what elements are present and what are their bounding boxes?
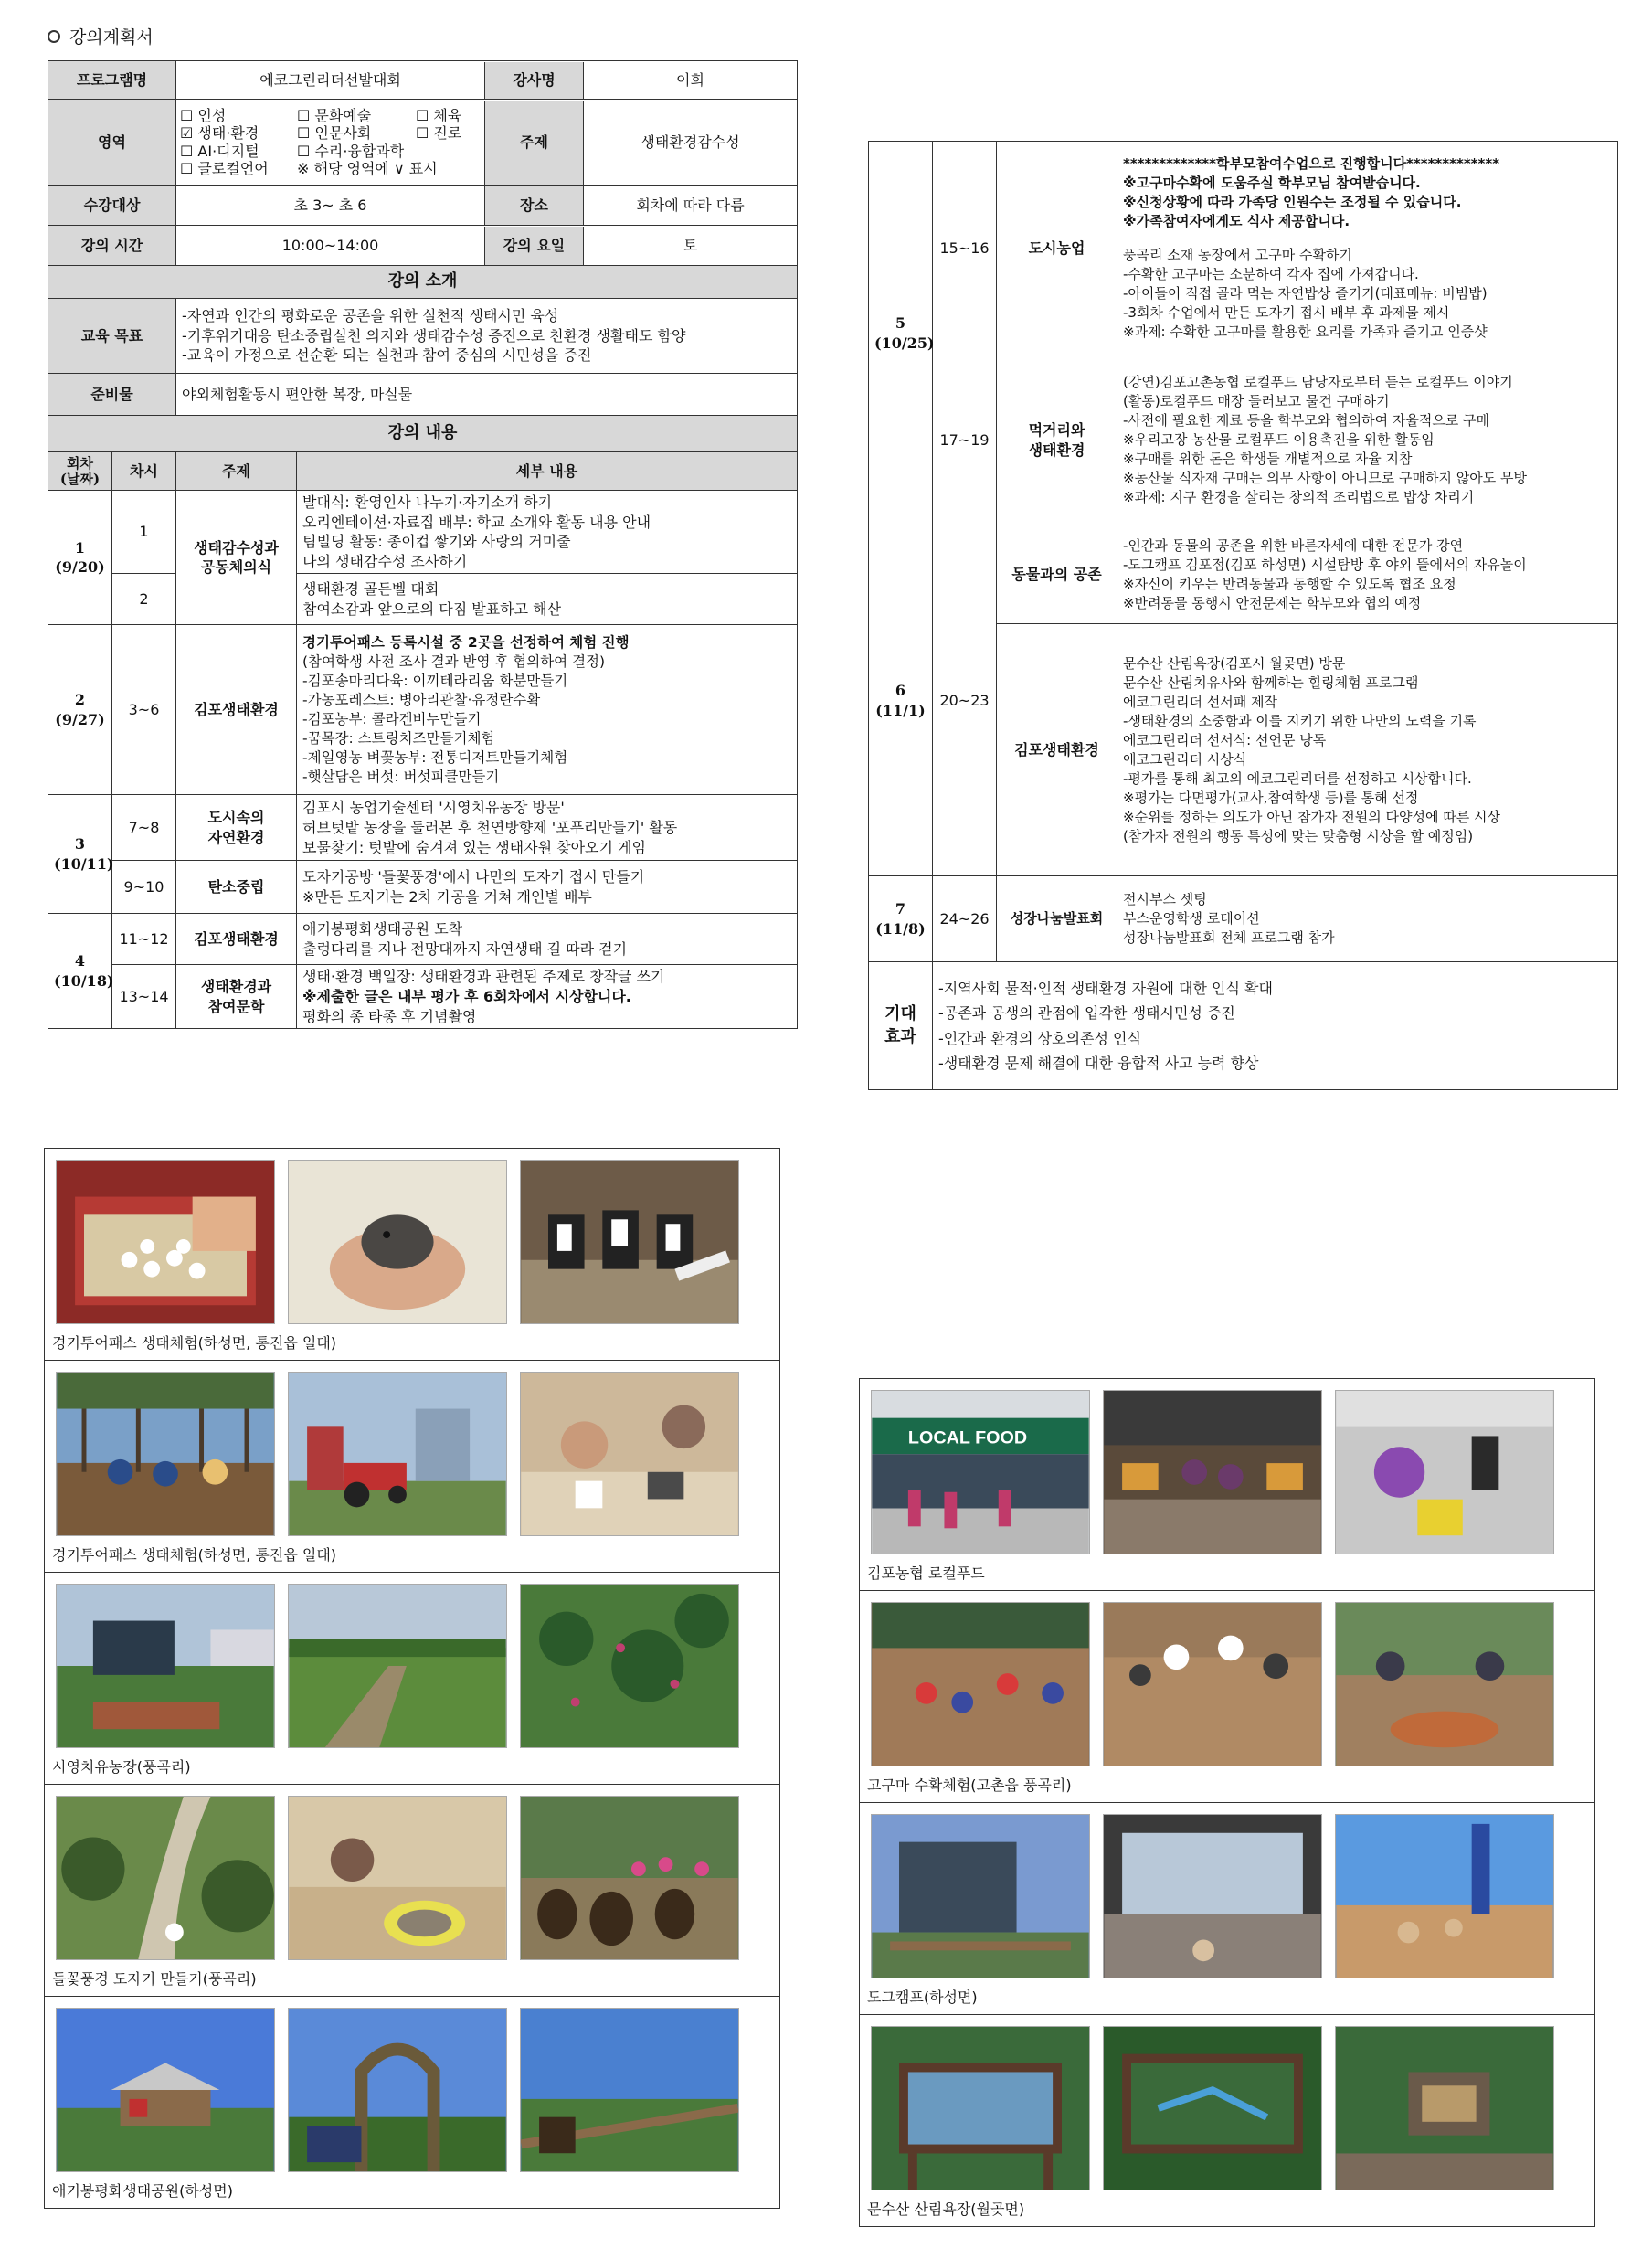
place-label: 장소 [485, 186, 584, 225]
detail-10: -인간과 동물의 공존을 위한 바른자세에 대한 전문가 강연 -도그캠프 김포점(김포 하성면) 시설탐방 후 야외 뜰에서의 자유놀이 ※자신이 키우는 반려동물과 동행할 수 있도록 협조 요청 ※반려동물 동행시 안전문제는 학부모와 협의 예정 [1117, 525, 1618, 624]
detail-6: 애기봉평화생태공원 도착 출렁다리를 지나 전망대까지 자연생태 길 따라 걷기 [297, 914, 798, 965]
time-label: 강의 시간 [48, 226, 176, 266]
detail-5: 도자기공방 '들꽃풍경'에서 나만의 도자기 접시 만들기 ※만든 도자기는 2차 가공을 거쳐 개인별 배부 [297, 861, 798, 914]
photo-kids-forest [56, 1372, 275, 1536]
target-label: 수강대상 [48, 186, 176, 226]
gallery-row [860, 1379, 1594, 1591]
order-11-12: 11~12 [112, 914, 176, 965]
photo-gallery-right [859, 1378, 1595, 2227]
area-check[interactable]: ☐ 문화예술 [297, 107, 372, 125]
detail-11: 문수산 산림욕장(김포시 월곶면) 방문 문수산 산림치유사와 함께하는 힐링체험 프로그램 에코그린리더 선서패 제작 -생태환경의 소중함과 이를 지키기 위한 나만의 노력을 기록 에코그린리더 선서식: 선언문 낭독 에코그린리더 시상식 -평가를 통해 최고의 에코그린리더를 선정하고 시상합니다. ※평가는 다면평가(교사,참여학생 등)를 통해 선정 ※순위를 정하는 의도가 아닌 참가자 전원의 다양성에 따른 시상 (참가자 전원의 행동 특성에 맞는 맞춤형 시상을 할 예정임) [1117, 624, 1618, 876]
topic-6: 생태환경과 참여문학 [176, 965, 297, 1029]
detail-9: (강연)김포고촌농협 로컬푸드 담당자로부터 듣는 로컬푸드 이야기 (활동)로컬푸드 매장 둘러보고 물건 구매하기 -사전에 필요한 재료 등을 학부모와 협의하여 자율적으로 구매 ※우리고장 농산물 로컬푸드 이용촉진을 위한 활동임 ※구매를 위한 돈은 학생들 개별적으로 자율 지참 ※농산물 식자재 구매는 의무 사항이 아니므로 구매하지 않아도 무방 ※과제: 지구 환경을 살리는 창의적 조리법으로 밥상 차리기 [1117, 355, 1618, 525]
photo-forest-shelter [1335, 2026, 1554, 2190]
photo-dog-camp-interior [1103, 1814, 1322, 1978]
gallery-row [45, 1785, 779, 1997]
document-title: 강의계획서 [48, 24, 154, 48]
topic-8: 먹거리와 생태환경 [997, 355, 1117, 525]
photo-dog-camp-building [871, 1814, 1090, 1978]
area-check[interactable]: ☐ 진로 [416, 124, 462, 143]
area-check[interactable]: ☑ 생태·환경 [180, 124, 259, 143]
area-note: ※ 해당 영역에 ∨ 표시 [297, 159, 438, 177]
session-3: 3 (10/11) [48, 795, 112, 914]
photo-tractor [288, 1372, 507, 1536]
order-20-23: 20~23 [933, 525, 997, 876]
detail-12: 전시부스 셋팅 부스운영학생 로테이션 성장나눔발표회 전체 프로그램 참가 [1117, 876, 1618, 962]
session-2: 2 (9/27) [48, 625, 112, 795]
bullet-circle-icon [48, 30, 60, 43]
order-13-14: 13~14 [112, 965, 176, 1029]
topic-5: 김포생태환경 [176, 914, 297, 965]
photo-store-interior [1103, 1390, 1322, 1554]
topic-1: 생태감수성과 공동체의식 [176, 491, 297, 625]
target-value: 초 3~ 초 6 [176, 186, 485, 225]
goal-list: -자연과 인간의 평화로운 공존을 위한 실천적 생태시민 육성 -기후위기대응 탄소중립실천 의지와 생태감수성 증진으로 친환경 생활태도 함양 -교육이 가정으로 선순환 되는 실천과 참여 중심의 시민성을 증진 [176, 299, 798, 374]
order-7-8: 7~8 [112, 795, 176, 861]
order-2: 2 [112, 574, 176, 625]
photo-digging [1103, 1602, 1322, 1766]
gallery-row [45, 1149, 779, 1361]
prep-label: 준비물 [48, 374, 176, 416]
area-check[interactable]: ☐ 체육 [416, 107, 462, 125]
detail-3: 경기투어패스 등록시설 중 2곳을 선정하여 체험 진행 (참여학생 사전 조사 결과 반영 후 협의하여 결정) -김포송마리다육: 이끼테라리움 화분만들기 -가농포레스트: 병아리관찰·유정란수확 -김포농부: 콜라겐비누만들기 -꿈목장: 스트링치즈만들기체험 -제일영농 벼꽃농부: 전통디저트만들기체험 -햇살담은 버섯: 버섯피클만들기 [297, 625, 798, 795]
col-session: 회차 (날짜) [48, 452, 112, 491]
area-label: 영역 [48, 100, 176, 186]
gallery-row [860, 2015, 1594, 2226]
photo-caption: 들꽃풍경 도자기 만들기(풍곡리) [45, 1964, 779, 1997]
session-4: 4 (10/18) [48, 914, 112, 1029]
topic-4: 탄소중립 [176, 861, 297, 914]
photo-caption: 애기봉평화생태공원(하성면) [52, 2182, 233, 2200]
subject-label: 주제 [485, 101, 584, 185]
lecture-plan-table-continued [868, 141, 1618, 1090]
prep-value: 야외체험활동시 편안한 복장, 마실물 [176, 374, 798, 416]
topic-9: 동물과의 공존 [997, 525, 1117, 624]
area-check[interactable]: ☐ 인성 [180, 107, 227, 125]
photo-sweet-potato-field [871, 1602, 1090, 1766]
order-15-16: 15~16 [933, 142, 997, 355]
order-1: 1 [112, 491, 176, 574]
photo-gallery-left [44, 1148, 780, 2209]
photo-field [288, 1584, 507, 1748]
topic-3: 도시속의 자연환경 [176, 795, 297, 861]
order-9-10: 9~10 [112, 861, 176, 914]
photo-harvest [1335, 1602, 1554, 1766]
gallery-row [45, 1361, 779, 1573]
content-section-header: 강의 내용 [48, 416, 798, 452]
photo-garden [56, 1796, 275, 1960]
order-17-19: 17~19 [933, 355, 997, 525]
detail-8: *************학부모참여수업으로 진행합니다************* ※고구마수확에 도움주실 학부모님 참여받습니다. ※신청상황에 따라 가족당 인원수는 조정될 수 있습니다. ※가족참여자에게도 식사 제공합니다. 풍곡리 소재 농장에서 고구마 수확하기 -수확한 고구마는 소분하여 각자 집에 가져갑니다. -아이들이 직접 골라 먹는 자연밥상 즐기기(대표메뉴: 비빔밥) -3회차 수업에서 만든 도자기 접시 배부 후 과제물 제시 ※과제: 수확한 고구마를 활용한 요리를 가족과 즐기고 인증샷 [1117, 142, 1618, 355]
photo-egg-box [56, 1160, 275, 1324]
photo-caption: 고구마 수확체험(고촌읍 풍곡리) [860, 1770, 1594, 1803]
photo-store-shopping [1335, 1390, 1554, 1554]
gallery-row [860, 1803, 1594, 2015]
gallery-row [45, 1997, 779, 2208]
order-3-6: 3~6 [112, 625, 176, 795]
area-check[interactable]: ☐ AI·디지털 [180, 142, 259, 160]
intro-section-header: 강의 소개 [48, 266, 798, 299]
time-value: 10:00~14:00 [176, 227, 485, 265]
lecture-plan-table [48, 60, 798, 1029]
photo-calves [520, 1160, 739, 1324]
subject-value: 생태환경감수성 [641, 133, 740, 151]
photo-farm-sign [56, 1584, 275, 1748]
place-value: 회차에 따라 다름 [636, 196, 745, 214]
photo-forest-sign [1103, 2026, 1322, 2190]
session-7: 7 (11/8) [869, 876, 933, 962]
photo-caption: 경기투어패스 생태체험(하성면, 통진읍 일대) [45, 1328, 779, 1361]
photo-workshop [520, 1372, 739, 1536]
gallery-row [45, 1573, 779, 1785]
effects-label: 기대 효과 [869, 962, 933, 1090]
photo-local-food-store [871, 1390, 1090, 1554]
photo-forest-map-board [871, 2026, 1090, 2190]
topic-10: 김포생태환경 [997, 624, 1117, 876]
photo-bridge-view [520, 2008, 739, 2172]
topic-2: 김포생태환경 [176, 625, 297, 795]
detail-2: 생태환경 골든벨 대회 참여소감과 앞으로의 다짐 발표하고 해산 [297, 574, 798, 625]
detail-7: 생태·환경 백일장: 생태환경과 관련된 주제로 창작글 쓰기 ※제출한 글은 내부 평가 후 6회차에서 시상합니다. 평화의 종 타종 후 기념촬영 [297, 965, 798, 1029]
photo-plants [520, 1584, 739, 1748]
photo-caption: 시영치유농장(풍곡리) [45, 1752, 779, 1785]
order-24-26: 24~26 [933, 876, 997, 962]
photo-caption: 문수산 산림욕장(월곶면) [867, 2201, 1025, 2218]
area-check[interactable]: ☐ 수리·융합과학 [297, 142, 405, 160]
photo-dog-play-yard [1335, 1814, 1554, 1978]
area-check[interactable]: ☐ 인문사회 [297, 124, 372, 143]
goal-label: 교육 목표 [48, 299, 176, 374]
col-order: 차시 [112, 452, 176, 491]
detail-4: 김포시 농업기술센터 '시영치유농장 방문' 허브텃밭 농장을 둘러본 후 천연방향제 '포푸리만들기' 활동 보물찾기: 텃밭에 숨겨져 있는 생태자원 찾아오기 게임 [297, 795, 798, 861]
col-detail: 세부 내용 [297, 452, 798, 491]
photo-caption: 도그캠프(하성면) [860, 1982, 1594, 2015]
area-check[interactable]: ☐ 글로컬언어 [180, 159, 269, 177]
program-label: 프로그램명 [48, 61, 176, 100]
photo-pavilion [56, 2008, 275, 2172]
photo-jars [520, 1796, 739, 1960]
day-label: 강의 요일 [485, 227, 584, 265]
day-value: 토 [683, 236, 698, 254]
instructor-label: 강사명 [485, 62, 584, 99]
gallery-row [860, 1591, 1594, 1803]
effects-list: -지역사회 물적·인적 생태환경 자원에 대한 인식 확대 -공존과 공생의 관점에 입각한 생태시민성 증진 -인간과 환경의 상호의존성 인식 -생태환경 문제 해결에 대한 융합적 사고 능력 향상 [933, 962, 1618, 1090]
area-checkbox-group [176, 103, 483, 181]
session-6: 6 (11/1) [869, 525, 933, 876]
photo-chick-hands [288, 1160, 507, 1324]
session-1: 1 (9/20) [48, 491, 112, 625]
detail-1: 발대식: 환영인사 나누기·자기소개 하기 오리엔테이션·자료집 배부: 학교 소개와 활동 내용 안내 팀빌딩 활동: 종이컵 쌓기와 사랑의 거미줄 나의 생태감수성 조사하기 [297, 491, 798, 574]
photo-caption: 경기투어패스 생태체험(하성면, 통진읍 일대) [45, 1540, 779, 1573]
col-topic: 주제 [176, 452, 297, 491]
photo-pottery-class [288, 1796, 507, 1960]
store-sign-text: LOCAL FOOD [907, 1427, 1028, 1448]
topic-7: 도시농업 [997, 142, 1117, 355]
program-value: 에코그린리더선발대회 [176, 62, 485, 99]
photo-arch-bridge [288, 2008, 507, 2172]
instructor-value: 이희 [676, 70, 704, 89]
session-5: 5 (10/25) [869, 142, 933, 525]
photo-caption: 김포농협 로컬푸드 [860, 1558, 1594, 1591]
topic-11: 성장나눔발표회 [997, 876, 1117, 962]
